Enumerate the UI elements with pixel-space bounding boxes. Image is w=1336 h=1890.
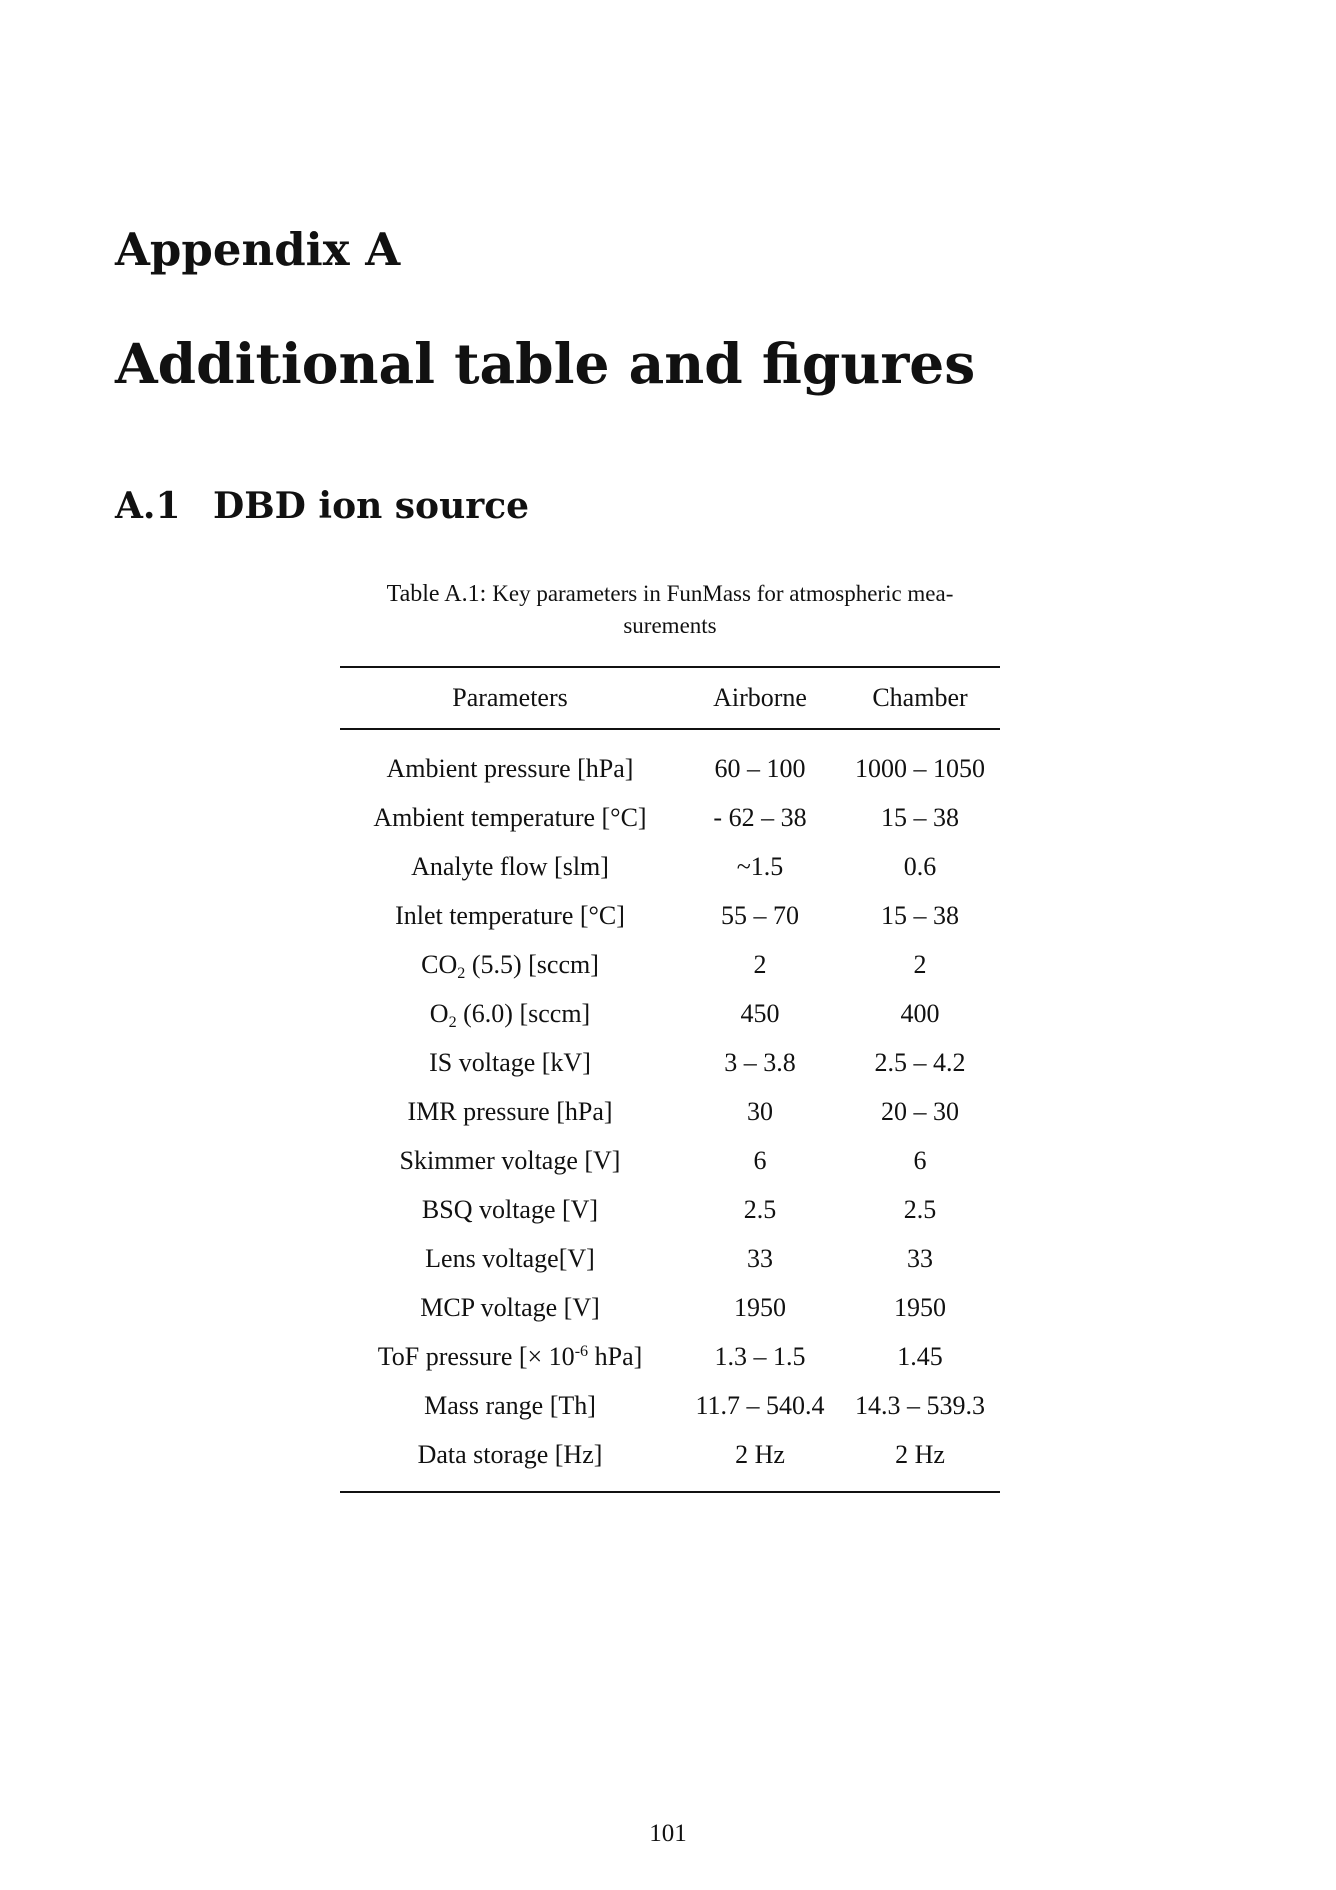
- param-cell: Skimmer voltage [V]: [399, 1145, 621, 1175]
- parameters-table: [340, 666, 1000, 1493]
- table-row: [340, 940, 1000, 989]
- caption-label: Table A.1:: [386, 581, 487, 607]
- table-row: [340, 1087, 1000, 1136]
- airborne-cell: 1.3 – 1.5: [714, 1341, 806, 1371]
- table-row: [340, 1332, 1000, 1381]
- param-suffix: (6.0) [sccm]: [456, 998, 591, 1028]
- chamber-cell: 15 – 38: [881, 802, 959, 832]
- airborne-cell: 2: [753, 949, 767, 979]
- param-prefix: CO: [421, 949, 458, 979]
- chamber-cell: 1000 – 1050: [855, 753, 985, 783]
- param-cell: [340, 989, 680, 1038]
- chamber-cell: 20 – 30: [881, 1096, 959, 1126]
- section-title: DBD ion source: [213, 485, 530, 527]
- param-cell: Lens voltage[V]: [425, 1243, 595, 1273]
- header-parameters: Parameters: [452, 683, 568, 712]
- airborne-cell: 1950: [734, 1292, 786, 1322]
- header-airborne: Airborne: [713, 683, 807, 712]
- param-cell: Analyte flow [slm]: [411, 851, 609, 881]
- table-row: [340, 1283, 1000, 1332]
- table-row: [340, 989, 1000, 1038]
- param-cell: Inlet temperature [°C]: [395, 900, 625, 930]
- appendix-label: Appendix A: [115, 223, 401, 276]
- param-cell: IS voltage [kV]: [429, 1047, 591, 1077]
- chamber-cell: 2.5: [903, 1194, 937, 1224]
- param-cell: Mass range [Th]: [424, 1390, 596, 1420]
- parameters-table-container: [340, 666, 1000, 1493]
- table-row: [340, 1038, 1000, 1087]
- param-cell: Data storage [Hz]: [417, 1439, 603, 1469]
- param-cell: BSQ voltage [V]: [421, 1194, 599, 1224]
- page-number: 101: [649, 1820, 687, 1847]
- param-subscript: 2: [457, 964, 466, 982]
- param-cell: Ambient pressure [hPa]: [386, 753, 634, 783]
- chamber-cell: 15 – 38: [881, 900, 959, 930]
- chamber-cell: 1950: [894, 1292, 946, 1322]
- caption-text-line2: surements: [623, 613, 717, 638]
- table-header-row: [340, 667, 1000, 729]
- param-cell: [340, 940, 680, 989]
- header-chamber: Chamber: [872, 683, 968, 712]
- table-row: [340, 842, 1000, 891]
- chamber-cell: 1.45: [897, 1341, 943, 1371]
- chamber-cell: 33: [907, 1243, 933, 1273]
- chamber-cell: 14.3 – 539.3: [855, 1390, 985, 1420]
- caption-text-line1: Key parameters in FunMass for atmospheric mea-: [492, 581, 954, 606]
- table-row: [340, 1185, 1000, 1234]
- chapter-title: Additional table and figures: [115, 331, 976, 396]
- param-subscript: 2: [448, 1013, 457, 1031]
- table-row: [340, 729, 1000, 793]
- table-row: [340, 891, 1000, 940]
- airborne-cell: 30: [747, 1096, 773, 1126]
- param-cell: IMR pressure [hPa]: [407, 1096, 613, 1126]
- airborne-cell: 11.7 – 540.4: [695, 1390, 825, 1420]
- table-row: [340, 1430, 1000, 1492]
- airborne-cell: 2.5: [743, 1194, 777, 1224]
- airborne-cell: 55 – 70: [721, 900, 799, 930]
- chamber-cell: 400: [900, 998, 940, 1028]
- airborne-cell: 6: [753, 1145, 767, 1175]
- table-row: [340, 793, 1000, 842]
- param-superscript: -6: [574, 1342, 589, 1360]
- table-row: [340, 1234, 1000, 1283]
- chamber-cell: 0.6: [903, 851, 937, 881]
- section-number: A.1: [115, 485, 181, 527]
- param-cell: Ambient temperature [°C]: [373, 802, 647, 832]
- param-cell: MCP voltage [V]: [420, 1292, 600, 1322]
- param-suffix: hPa]: [588, 1341, 643, 1371]
- chamber-cell: 2: [913, 949, 927, 979]
- section-heading: [115, 483, 529, 529]
- table-row: [340, 1136, 1000, 1185]
- airborne-cell: 450: [740, 998, 780, 1028]
- airborne-cell: 33: [747, 1243, 773, 1273]
- param-prefix: ToF pressure [× 10: [377, 1341, 575, 1371]
- airborne-cell: 60 – 100: [714, 753, 806, 783]
- airborne-cell: - 62 – 38: [713, 802, 807, 832]
- table-caption: [340, 578, 1000, 642]
- table-row: [340, 1381, 1000, 1430]
- chamber-cell: 2.5 – 4.2: [874, 1047, 966, 1077]
- param-cell: [340, 1332, 680, 1381]
- airborne-cell: ~1.5: [736, 851, 784, 881]
- param-prefix: O: [429, 998, 449, 1028]
- airborne-cell: 3 – 3.8: [724, 1047, 796, 1077]
- chamber-cell: 6: [913, 1145, 927, 1175]
- param-suffix: (5.5) [sccm]: [465, 949, 599, 979]
- chamber-cell: 2 Hz: [895, 1439, 945, 1469]
- airborne-cell: 2 Hz: [735, 1439, 785, 1469]
